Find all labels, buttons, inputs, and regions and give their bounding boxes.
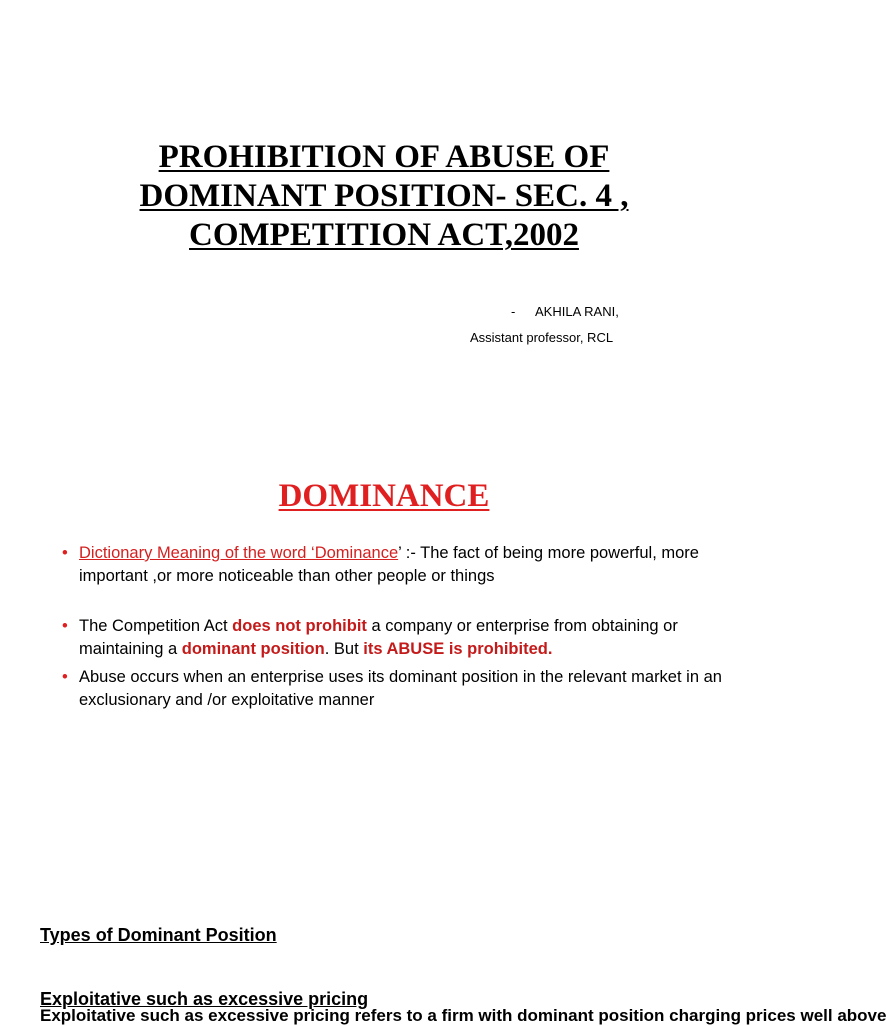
emphasis-abuse-prohibited: its ABUSE is prohibited.	[363, 639, 553, 658]
text-fragment: a company or enterprise from obtaining or maintaining a	[79, 617, 678, 658]
bullet-dictionary-meaning	[62, 542, 722, 587]
bullet-competition-act	[62, 615, 722, 660]
bullet-marker: •	[62, 668, 68, 686]
types-heading: Types of Dominant Position	[40, 925, 277, 945]
title-slide	[0, 0, 768, 440]
text-fragment: The Competition Act	[79, 617, 233, 635]
section-heading: DOMINANCE	[278, 478, 490, 514]
title-line-2: DOMINANT POSITION- SEC. 4 ,	[139, 178, 629, 214]
author-name-text: AKHILA RANI,	[535, 304, 619, 319]
title-line-1: PROHIBITION OF ABUSE OF	[158, 139, 610, 175]
bullet-marker: •	[62, 617, 68, 635]
exploitative-heading: Exploitative such as excessive pricing	[40, 989, 369, 1009]
emphasis-does-not-prohibit: does not prohibit	[232, 617, 367, 635]
abuse-definition-text: Abuse occurs when an enterprise uses its dominant position in the relevant market in an exclusionary and /or exploitative manner	[79, 668, 722, 709]
cut-off-text-line	[40, 1006, 886, 1025]
bullet-abuse-definition	[62, 666, 722, 711]
author-role: Assistant professor, RCL	[470, 330, 614, 345]
cut-off-text: Exploitative such as excessive pricing refers to a firm with dominant position charging prices well above	[40, 1006, 886, 1025]
dominance-slide	[0, 440, 768, 880]
emphasis-dominant-position: dominant position	[181, 639, 325, 658]
types-slide	[0, 880, 886, 1025]
text-fragment: . But	[324, 639, 364, 658]
dictionary-meaning-phrase: Dictionary Meaning of the word ‘Dominance	[79, 544, 399, 562]
presentation-title	[84, 138, 684, 255]
title-line-3: COMPETITION ACT,2002	[189, 217, 579, 253]
dictionary-meaning-text: ’ :- The fact of being more powerful, more important ,or more noticeable than other people or things	[79, 544, 699, 585]
bullet-marker: •	[62, 544, 68, 562]
author-name	[511, 304, 619, 319]
author-dash: -	[511, 304, 516, 319]
bullet-list	[62, 542, 722, 711]
